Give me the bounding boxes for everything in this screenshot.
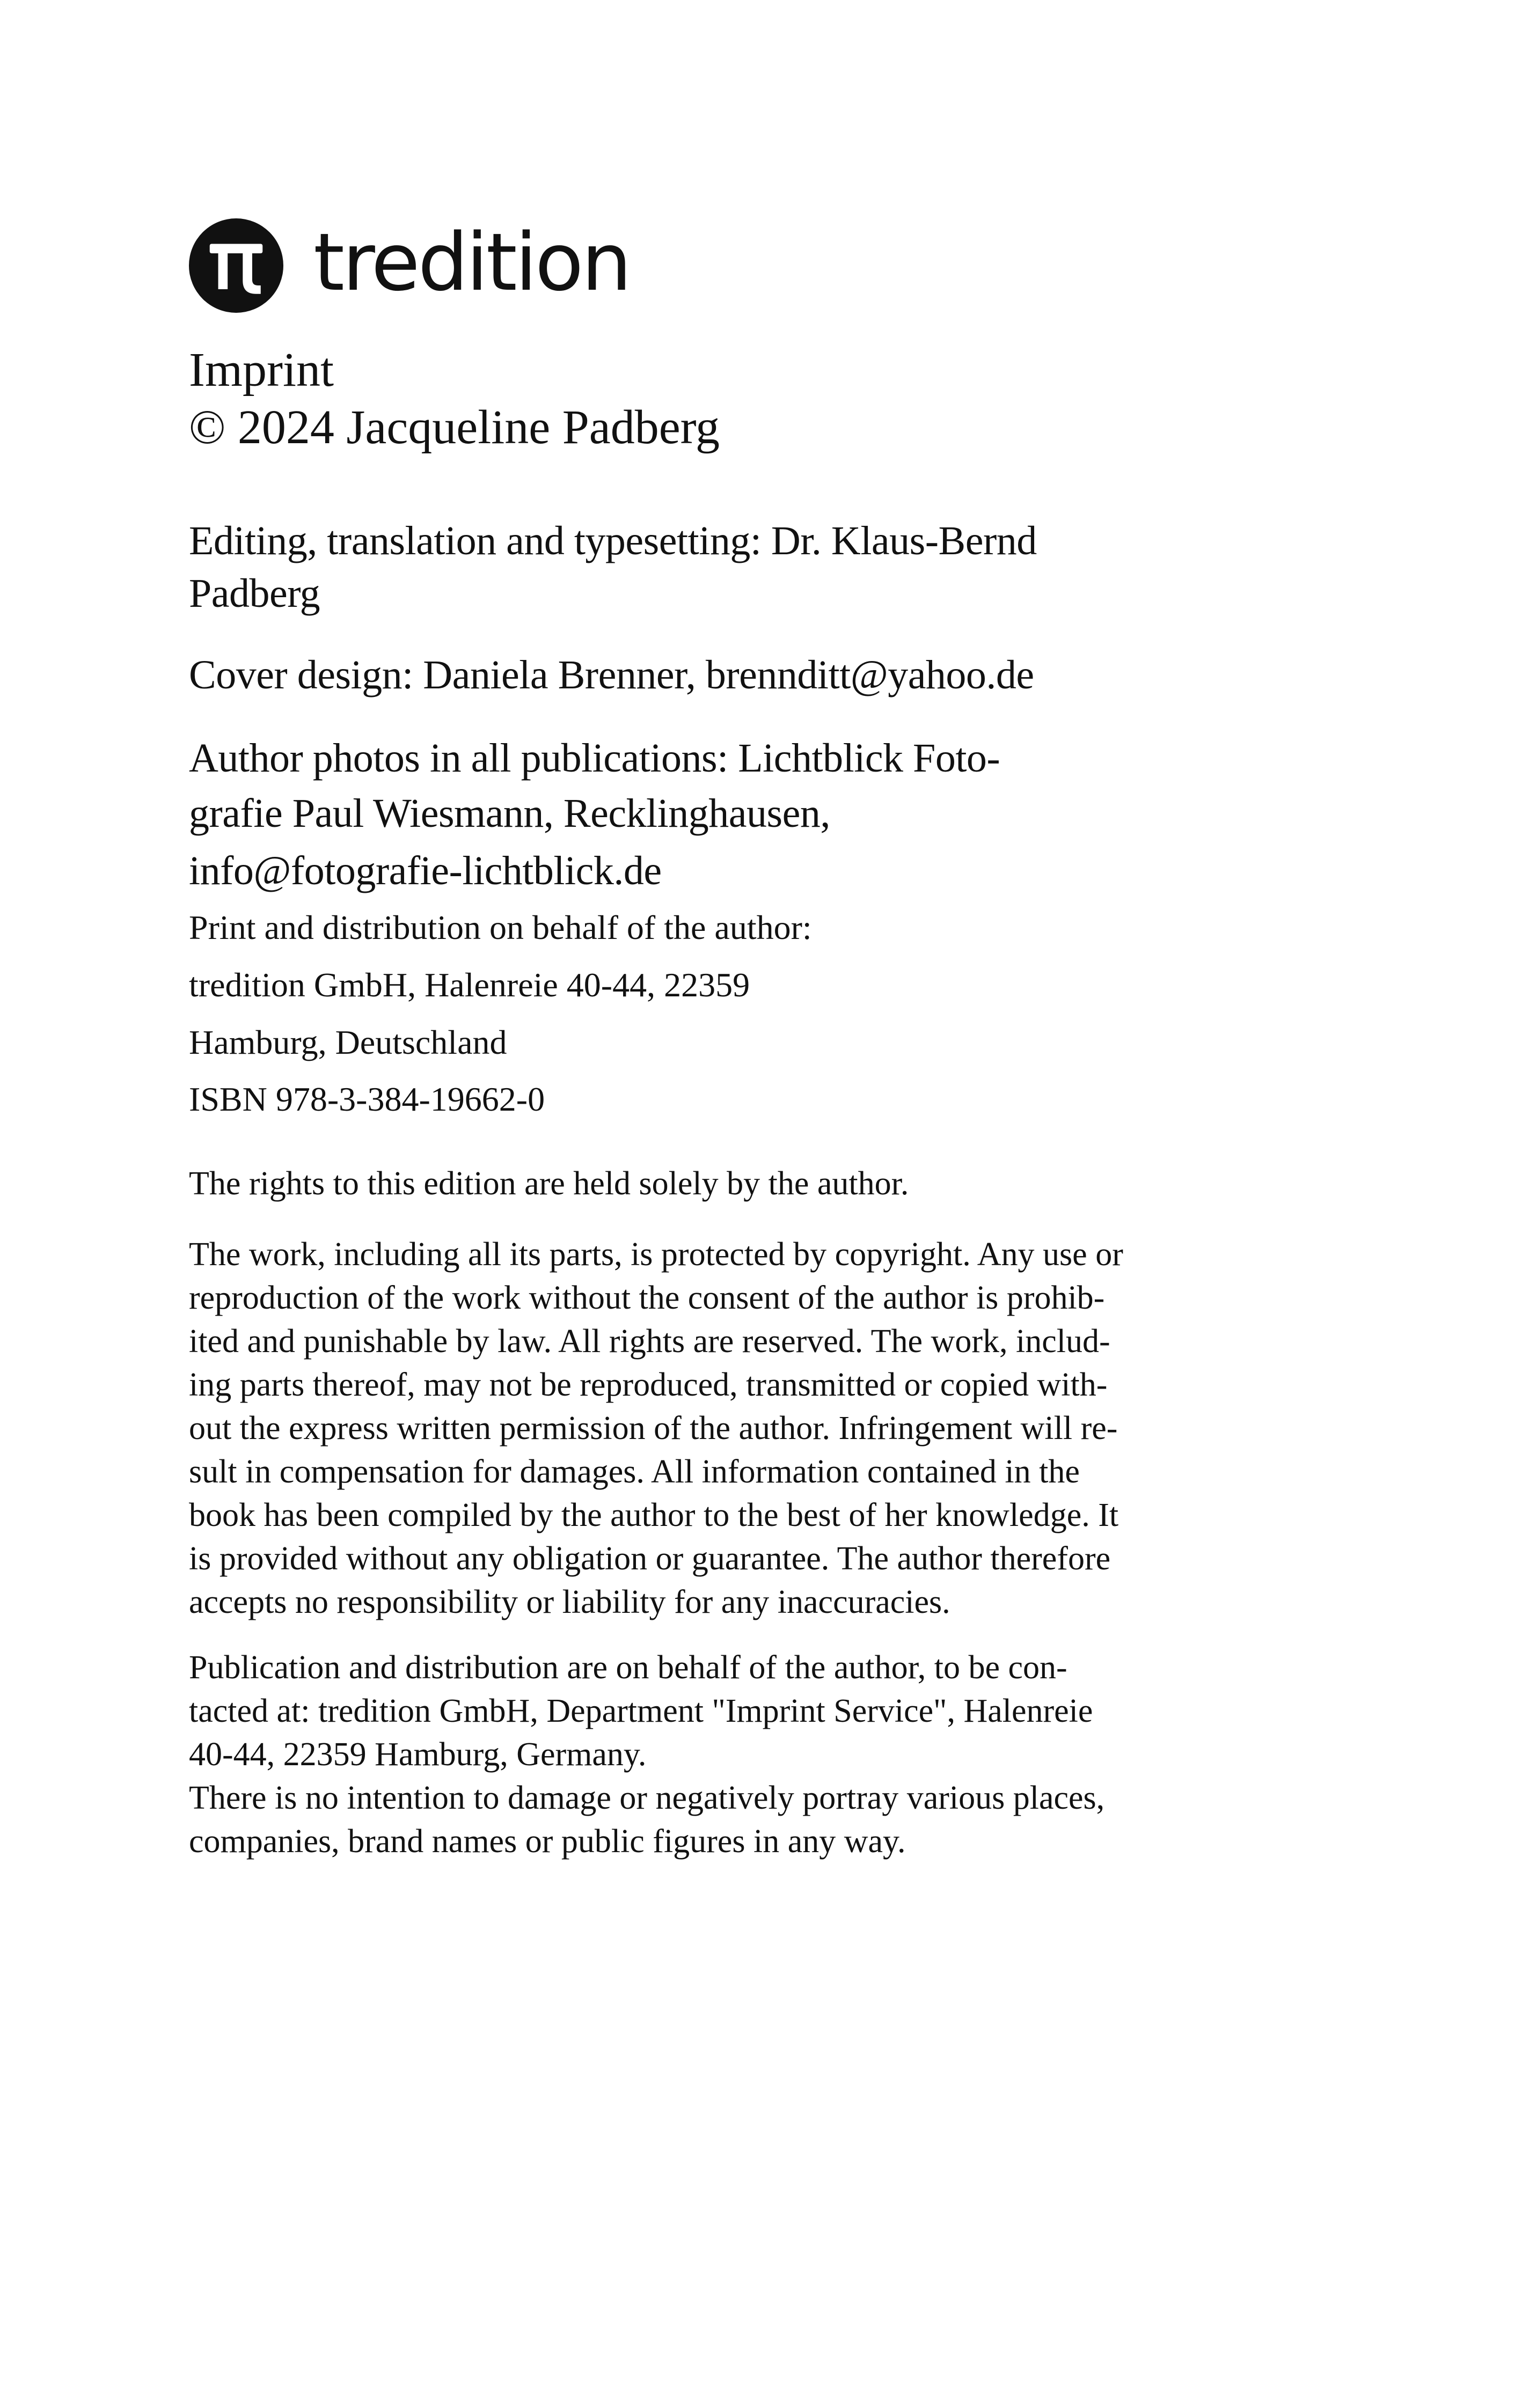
paragraph-line: book has been compiled by the author to the best of her knowledge. It <box>189 1497 1119 1533</box>
cover-design-credit: Cover design: Daniela Brenner, brennditt@yahoo.de <box>189 652 1034 698</box>
tredition-logo-mark-icon <box>189 218 283 313</box>
paragraph-line: accepts no responsibility or liability for any inaccuracies. <box>189 1584 950 1620</box>
photo-credit-line-1: Author photos in all publications: Lichtblick Foto- <box>189 736 1000 781</box>
logo-wordmark: tredition <box>313 216 630 309</box>
editing-credit-line-1: Editing, translation and typesetting: Dr. Klaus-Bernd <box>189 518 1037 563</box>
paragraph-line: companies, brand names or public figures in any way. <box>189 1823 906 1860</box>
imprint-heading: Imprint <box>189 343 334 397</box>
publisher-logo <box>189 215 630 317</box>
distribution-line-3: Hamburg, Deutschland <box>189 1023 507 1061</box>
paragraph-line: 40-44, 22359 Hamburg, Germany. <box>189 1736 647 1773</box>
paragraph-line: There is no intention to damage or negatively portray various places, <box>189 1780 1105 1816</box>
paragraph-line: ited and punishable by law. All rights are reserved. The work, includ- <box>189 1323 1110 1360</box>
paragraph-line: tacted at: tredition GmbH, Department "Imprint Service", Halenreie <box>189 1693 1093 1729</box>
distribution-line-2: tredition GmbH, Halenreie 40-44, 22359 <box>189 966 750 1004</box>
paragraph-line: Publication and distribution are on behalf of the author, to be con- <box>189 1649 1067 1686</box>
photo-credit-line-3: info@fotografie-lichtblick.de <box>189 848 662 893</box>
editing-credit-line-2: Padberg <box>189 571 320 616</box>
paragraph-line: ing parts thereof, may not be reproduced, transmitted or copied with- <box>189 1367 1108 1403</box>
paragraph-line: is provided without any obligation or guarantee. The author therefore <box>189 1540 1111 1577</box>
paragraph-line: reproduction of the work without the consent of the author is prohib- <box>189 1280 1105 1316</box>
photo-credit-line-2: grafie Paul Wiesmann, Recklinghausen, <box>189 791 830 836</box>
rights-statement: The rights to this edition are held solely by the author. <box>189 1165 909 1202</box>
distribution-line-1: Print and distribution on behalf of the author: <box>189 908 812 946</box>
paragraph-line: sult in compensation for damages. All information contained in the <box>189 1453 1080 1490</box>
isbn-line: ISBN 978-3-384-19662-0 <box>189 1080 545 1118</box>
paragraph-line: out the express written permission of the author. Infringement will re- <box>189 1410 1118 1447</box>
copyright-paragraph <box>189 1233 1311 1624</box>
copyright-line: © 2024 Jacqueline Padberg <box>189 401 720 454</box>
publication-paragraph <box>189 1646 1311 1863</box>
paragraph-line: The work, including all its parts, is protected by copyright. Any use or <box>189 1236 1123 1273</box>
